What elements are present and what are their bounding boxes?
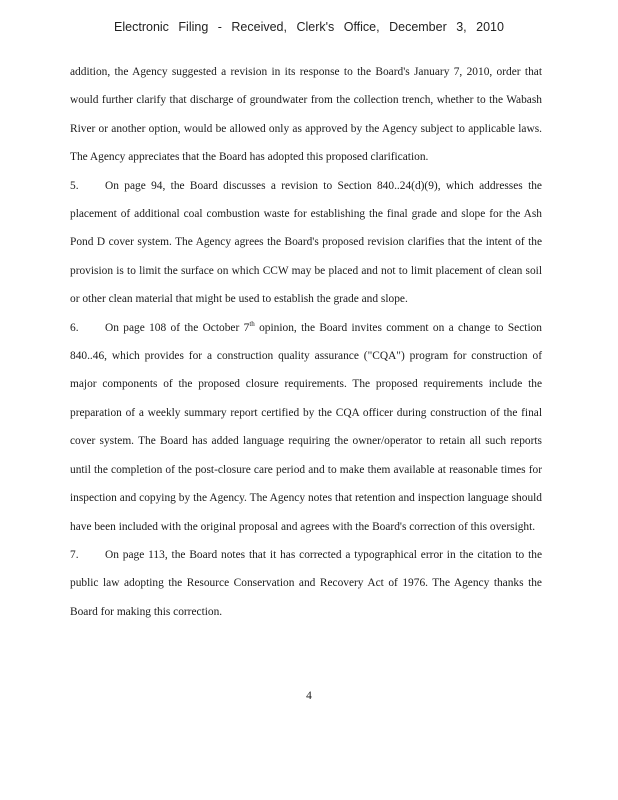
filing-stamp-header: Electronic Filing - Received, Clerk's Office, December 3, 2010 <box>114 20 504 34</box>
paragraph-number: 7. <box>70 548 79 561</box>
paragraph-6 <box>70 314 542 541</box>
paragraph-number: 6. <box>70 321 79 334</box>
paragraph-5 <box>70 172 542 314</box>
paragraph-text-before: On page 108 of the October 7 <box>105 321 250 334</box>
paragraph-continued <box>70 58 542 172</box>
ordinal-superscript: th <box>249 319 255 328</box>
paragraph-7 <box>70 541 542 626</box>
page-number: 4 <box>306 690 312 702</box>
paragraph-text: On page 94, the Board discusses a revision to Section 840..24(d)(9), which addresses the placement of additional coal combustion waste for establishing the final grade and slope for the Ash Pond D cover system. The Agency agrees the Board's proposed revision clarifies that the intent of the provision is to limit the surface on which CCW may be placed and not to limit placement of clean soil or other clean material that might be used to establish the grade and slope. <box>70 179 542 306</box>
paragraph-number: 5. <box>70 179 79 192</box>
paragraph-text: addition, the Agency suggested a revision in its response to the Board's January 7, 2010, order that would further clarify that discharge of groundwater from the collection trench, whether to the Wabash River or another option, would be allowed only as approved by the Agency subject to applicable laws. The Agency appreciates that the Board has adopted this proposed clarification. <box>70 66 542 164</box>
paragraph-text-after: opinion, the Board invites comment on a change to Section 840..46, which provides for a construction quality assurance ("CQA") program for construction of major components of the proposed closure requirements. The proposed requirements include the preparation of a weekly summary report certified by the CQA officer during construction of the final cover system. The Board has added language requiring the owner/operator to retain all such reports until the completion of the post-closure care period and to make them available at reasonable times for inspection and copying by the Agency. The Agency notes that retention and inspection language should have been included with the original proposal and agrees with the Board's correction of this oversight. <box>70 321 542 533</box>
document-body <box>70 58 542 626</box>
paragraph-text: On page 113, the Board notes that it has corrected a typographical error in the citation to the public law adopting the Resource Conservation and Recovery Act of 1976. The Agency thanks the Board for making this correction. <box>70 548 542 618</box>
